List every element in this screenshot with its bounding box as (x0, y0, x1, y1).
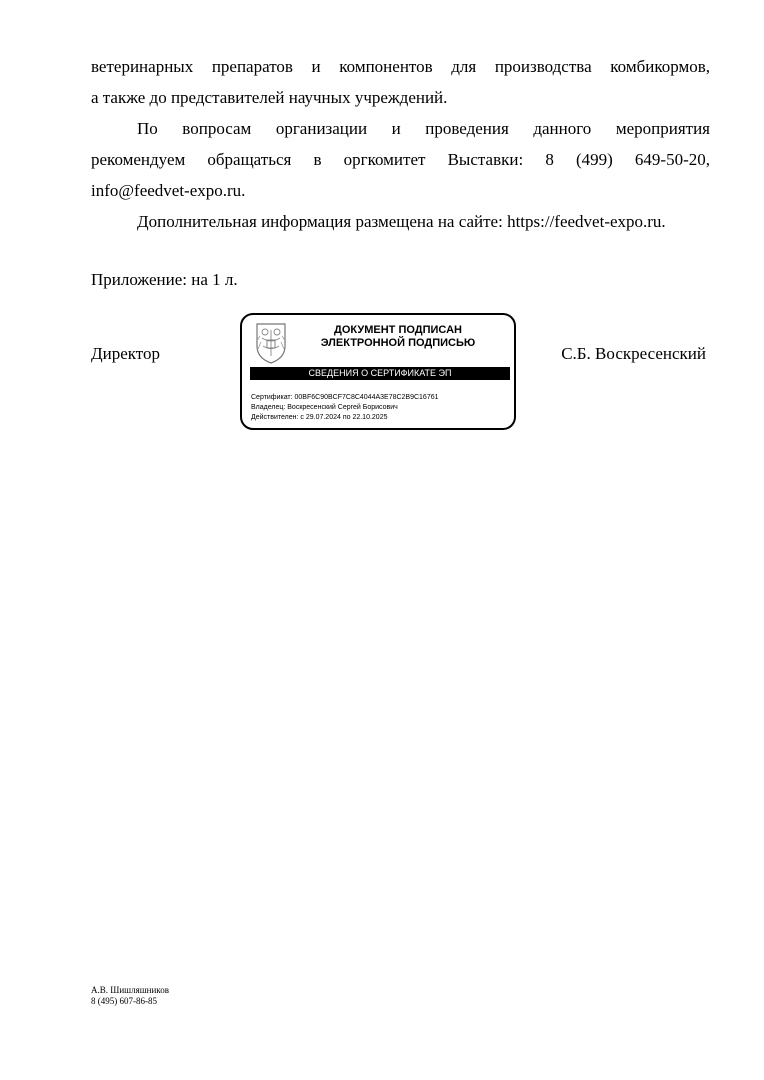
stamp-title-line-1: ДОКУМЕНТ ПОДПИСАН (334, 324, 462, 336)
certificate-validity: Действителен: с 29.07.2024 по 22.10.2025 (251, 414, 388, 421)
signer-name: С.Б. Воскресенский (561, 344, 706, 363)
certificate-details (251, 393, 439, 423)
certificate-owner: Владелец: Воскресенский Сергей Борисович (251, 404, 398, 411)
paragraph-2-line-1: По вопросам организации и проведения данного мероприятия (137, 119, 710, 138)
certificate-number: Сертификат: 00BF6C90BCF7C8C4044A3E78C2B9C16761 (251, 394, 439, 401)
stamp-title (298, 324, 498, 350)
electronic-signature-stamp (240, 313, 516, 430)
paragraph-1 (91, 51, 710, 113)
paragraph-2-line-3: info@feedvet-expo.ru. (91, 181, 246, 200)
paragraph-3 (91, 206, 710, 237)
coat-of-arms-icon (251, 320, 291, 366)
signer-position: Директор (91, 344, 160, 363)
paragraph-3-line-1: Дополнительная информация размещена на сайте: https://feedvet-expo.ru. (137, 212, 666, 231)
paragraph-2 (91, 113, 710, 206)
paragraph-1-line-2: а также до представителей научных учреждений. (91, 88, 448, 107)
stamp-title-line-2: ЭЛЕКТРОННОЙ ПОДПИСЬЮ (320, 337, 476, 349)
executor-name: А.В. Шишляшников (91, 985, 169, 995)
paragraph-1-line-1: ветеринарных препаратов и компонентов для производства комбикормов, (91, 57, 710, 76)
attachment-note: Приложение: на 1 л. (91, 270, 238, 289)
certificate-info-bar: СВЕДЕНИЯ О СЕРТИФИКАТЕ ЭП (250, 367, 510, 380)
executor-info (91, 985, 169, 1007)
executor-phone: 8 (495) 607-86-85 (91, 996, 157, 1006)
paragraph-2-line-2: рекомендуем обращаться в оргкомитет Выставки: 8 (499) 649-50-20, (91, 150, 710, 169)
